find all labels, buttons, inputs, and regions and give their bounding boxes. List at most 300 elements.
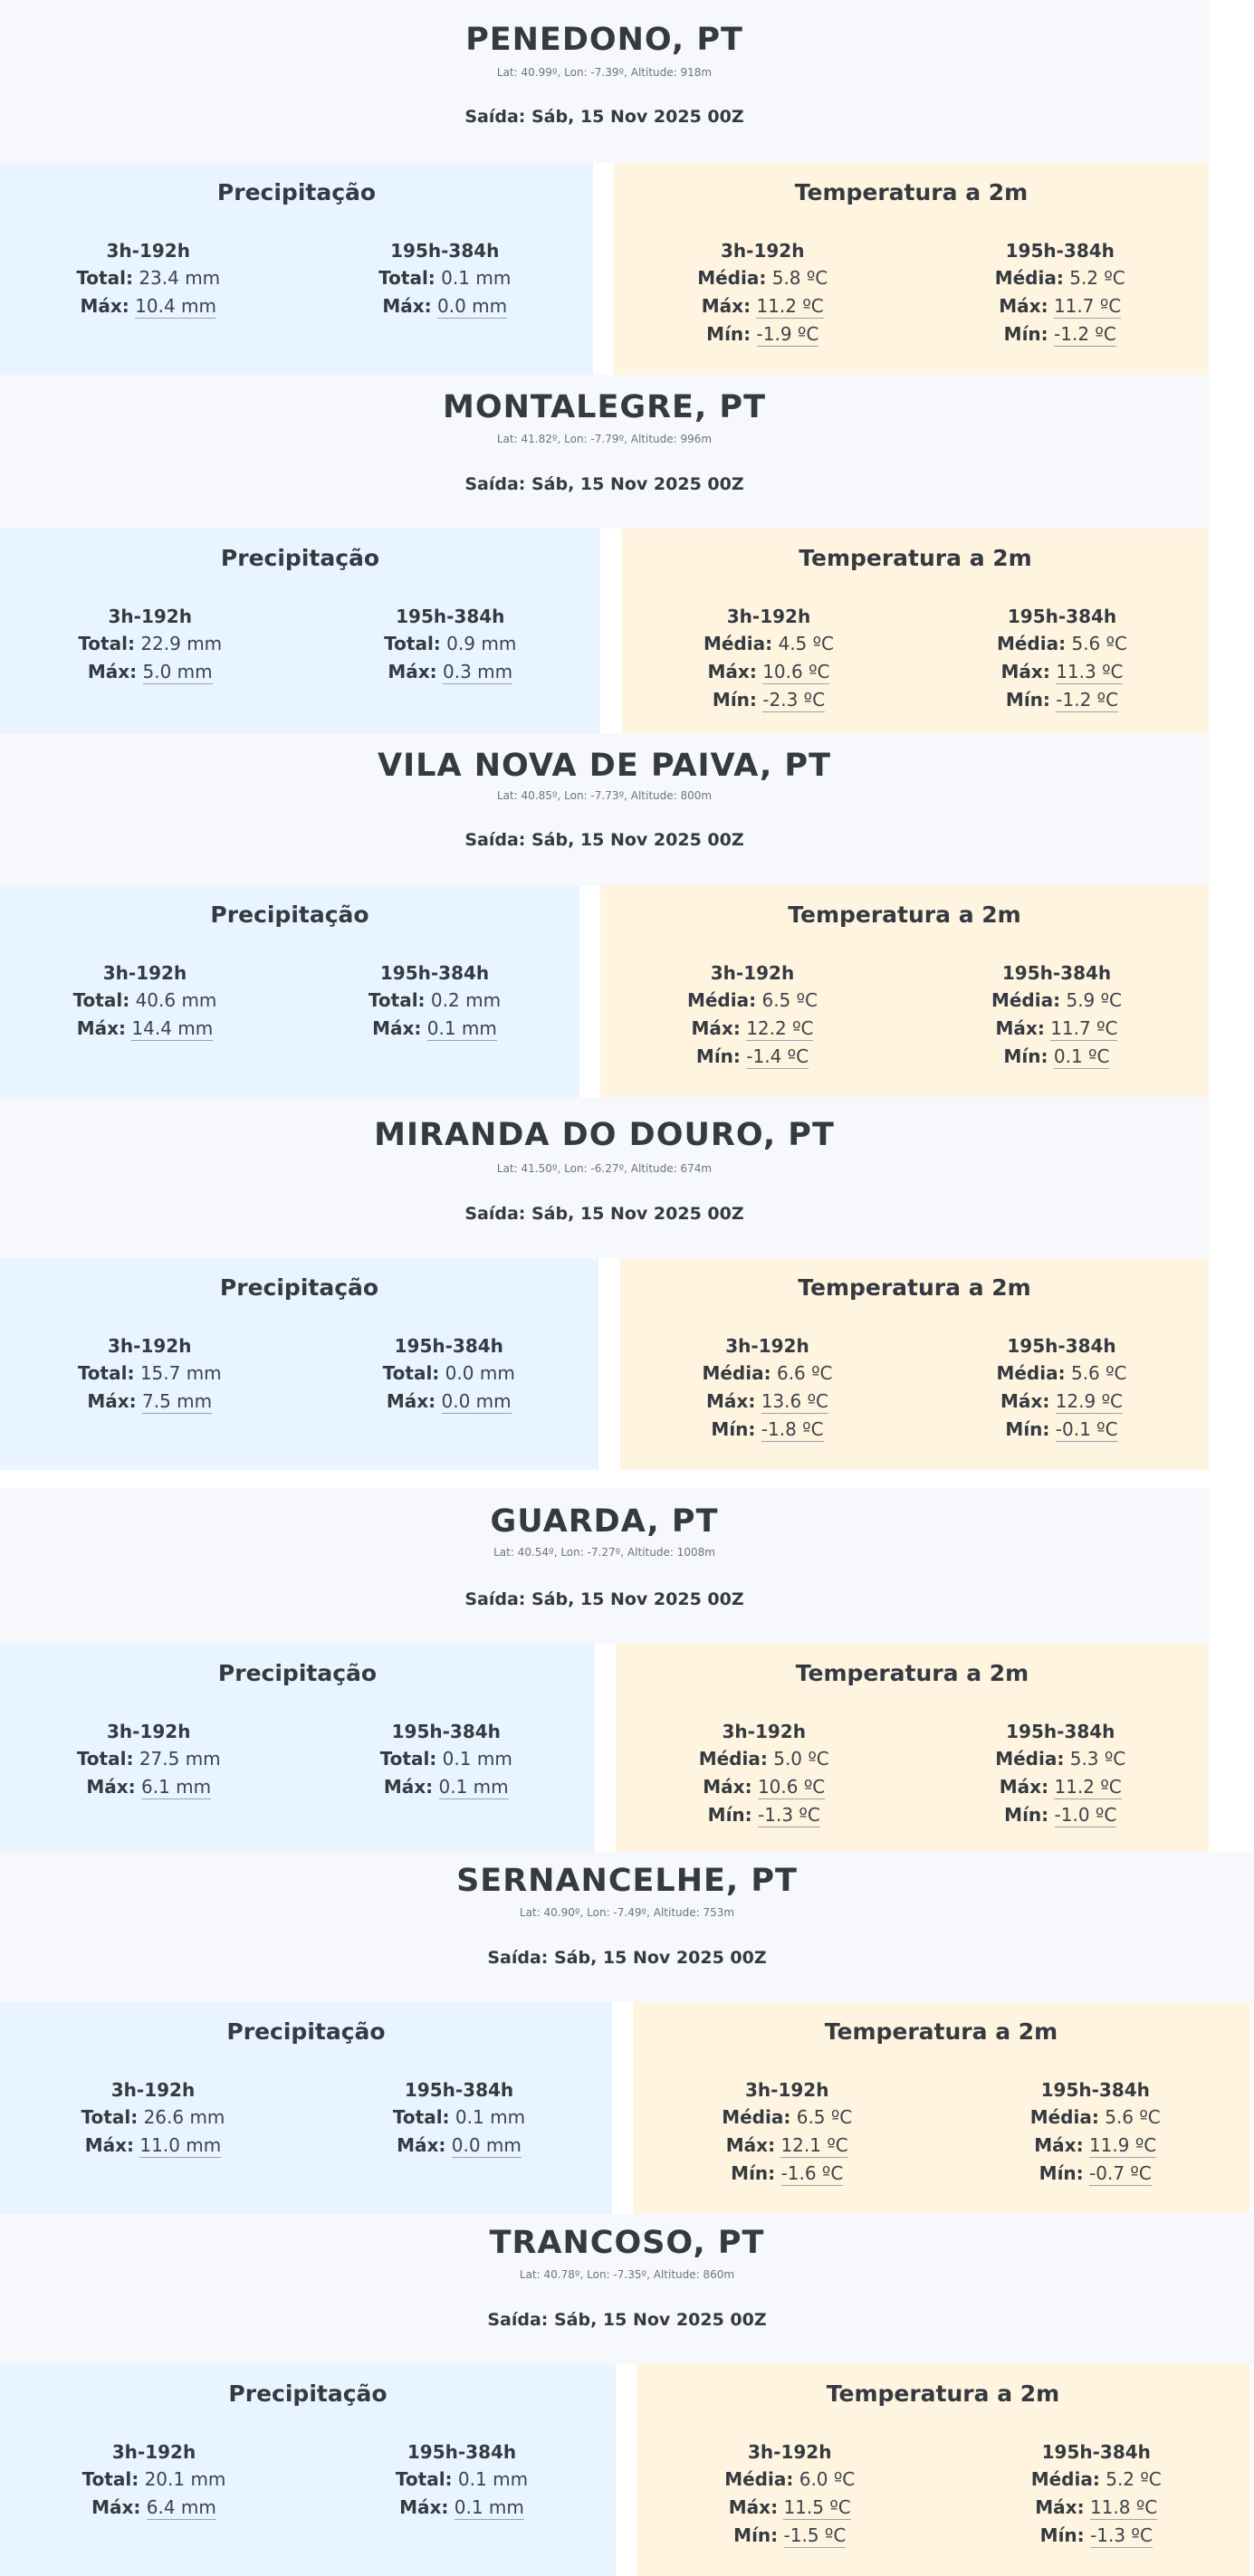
precip-total-label: Total: (81, 2468, 139, 2490)
temperature-title: Temperatura a 2m (795, 1660, 1029, 1686)
precip-max (0, 1388, 300, 1416)
precip-max-label: Máx: (397, 2134, 446, 2156)
temp-mean-label: Média: (996, 1362, 1066, 1384)
precip-max-value[interactable]: 11.0 mm (139, 2134, 222, 2156)
precip-total (0, 1360, 300, 1388)
temp-max-value[interactable]: 11.5 ºC (783, 2496, 851, 2518)
precip-max-value[interactable]: 10.4 mm (135, 295, 216, 317)
temp-max-label: Máx: (691, 1017, 741, 1039)
precipitation-title: Precipitação (219, 1274, 379, 1301)
temp-min (616, 1801, 913, 1829)
temp-min-label: Mín: (707, 1804, 752, 1826)
temp-mean (622, 630, 915, 658)
precip-total-label: Total: (72, 989, 130, 1011)
precip-max-label: Máx: (80, 295, 129, 317)
precip-total (298, 1745, 596, 1773)
temp-max (633, 2132, 942, 2160)
temp-min-value[interactable]: 0.1 ºC (1053, 1045, 1110, 1067)
temp-max-label: Máx: (999, 1776, 1049, 1798)
model-run-date: Saída: Sáb, 15 Nov 2025 00Z (464, 107, 744, 127)
temperature-panel (600, 885, 1209, 1097)
temp-min-value[interactable]: -1.5 ºC (783, 2524, 847, 2546)
precip-max-label: Máx: (86, 1776, 136, 1798)
precip-period-short (0, 2076, 306, 2160)
temp-max-value[interactable]: 10.6 ºC (757, 1776, 826, 1798)
period-heading: 3h-192h (722, 1721, 806, 1742)
period-heading: 195h-384h (390, 240, 500, 262)
period-heading: 195h-384h (1040, 2079, 1150, 2101)
temp-mean-label: Média: (702, 1362, 771, 1384)
location-header (0, 1097, 1209, 1258)
temp-max-label: Máx: (1034, 2134, 1084, 2156)
model-run-date: Saída: Sáb, 15 Nov 2025 00Z (464, 830, 744, 850)
temp-mean-value: 6.0 ºC (799, 2468, 856, 2490)
temp-mean-label: Média: (996, 633, 1067, 654)
precip-max-label: Máx: (388, 661, 437, 682)
temp-mean-label: Média: (703, 633, 773, 654)
period-heading: 195h-384h (1041, 2441, 1151, 2463)
precip-max-label: Máx: (383, 1776, 434, 1798)
temp-mean-label: Média: (724, 2468, 794, 2490)
temp-max (914, 1388, 1209, 1416)
precip-max-value[interactable]: 0.0 mm (451, 2134, 522, 2156)
precip-max-label: Máx: (87, 661, 138, 682)
period-heading: 3h-192h (106, 240, 190, 262)
temp-min-value[interactable]: -1.4 ºC (746, 1045, 809, 1067)
model-run-date: Saída: Sáb, 15 Nov 2025 00Z (487, 1948, 767, 1968)
temp-min-label: Mín: (706, 323, 751, 345)
temp-max (600, 1015, 905, 1043)
precip-total (0, 987, 290, 1015)
precip-max-value[interactable]: 0.1 mm (438, 1776, 509, 1798)
precip-period-short (0, 603, 301, 686)
temp-max (912, 292, 1210, 320)
temp-min (942, 2160, 1250, 2188)
temp-min-label: Mín: (711, 1418, 756, 1440)
precip-max (298, 1773, 596, 1801)
period-heading: 195h-384h (1001, 962, 1112, 984)
temp-mean-value: 5.6 ºC (1071, 633, 1128, 654)
precip-total-label: Total: (378, 267, 436, 289)
precipitation-panel (0, 163, 593, 375)
period-heading: 195h-384h (407, 2441, 517, 2463)
period-heading: 195h-384h (394, 1335, 503, 1357)
location-name: PENEDONO, PT (465, 22, 743, 58)
temp-min (912, 320, 1210, 348)
precip-total (290, 987, 579, 1015)
temp-mean (943, 2466, 1250, 2494)
period-heading: 195h-384h (379, 962, 490, 984)
temp-max-value[interactable]: 13.6 ºC (761, 1390, 828, 1412)
temp-period-long (943, 2438, 1250, 2550)
precip-total (300, 1360, 599, 1388)
temperature-panel (620, 1258, 1209, 1470)
model-run-date: Saída: Sáb, 15 Nov 2025 00Z (487, 2310, 767, 2330)
precip-max-label: Máx: (372, 1017, 422, 1039)
temp-min (943, 2522, 1250, 2550)
precipitation-title: Precipitação (220, 545, 380, 571)
temp-mean (600, 987, 905, 1015)
precip-max (0, 292, 297, 320)
temp-max (943, 2494, 1250, 2522)
precip-max (0, 1773, 298, 1801)
period-heading: 195h-384h (404, 2079, 514, 2101)
model-run-date: Saída: Sáb, 15 Nov 2025 00Z (464, 1204, 744, 1224)
temp-mean-value: 5.6 ºC (1105, 2106, 1161, 2128)
model-run-date: Saída: Sáb, 15 Nov 2025 00Z (464, 474, 744, 494)
location-coordinates: Lat: 40.90º, Lon: -7.49º, Altitude: 753m (519, 1906, 735, 1919)
precip-max-value[interactable]: 0.0 mm (437, 295, 508, 317)
precip-max (0, 658, 301, 686)
precipitation-panel (0, 1258, 598, 1470)
precip-max-value[interactable]: 0.1 mm (454, 2496, 524, 2518)
temp-mean-value: 5.6 ºC (1070, 1362, 1127, 1384)
temp-mean-value: 6.6 ºC (776, 1362, 833, 1384)
precip-total-label: Total: (81, 2106, 139, 2128)
precip-max (297, 292, 594, 320)
temp-min-value[interactable]: -0.7 ºC (1089, 2162, 1152, 2184)
precip-max-value[interactable]: 6.4 mm (146, 2496, 216, 2518)
temp-period-long (942, 2076, 1250, 2188)
precip-period-long (308, 2438, 616, 2522)
temp-max-value[interactable]: 11.9 ºC (1088, 2134, 1157, 2156)
temp-mean-value: 5.0 ºC (773, 1748, 829, 1770)
temp-min (914, 1416, 1209, 1444)
precip-total-label: Total: (392, 2106, 450, 2128)
temp-period-long (913, 1718, 1210, 1829)
period-heading: 3h-192h (710, 962, 795, 984)
precip-total-label: Total: (384, 633, 441, 654)
temp-max-label: Máx: (1000, 661, 1050, 682)
precip-max-value[interactable]: 0.0 mm (441, 1390, 512, 1412)
temp-min-label: Mín: (1005, 1418, 1050, 1440)
temp-max-label: Máx: (1035, 2496, 1085, 2518)
temp-period-long (915, 603, 1209, 714)
temp-min-label: Mín: (1003, 1045, 1048, 1067)
precip-period-long (300, 1332, 599, 1416)
temp-mean-label: Média: (994, 267, 1064, 289)
precip-total-value: 0.9 mm (446, 633, 517, 654)
precip-period-long (298, 1718, 596, 1801)
temp-min-label: Mín: (1005, 689, 1050, 711)
precip-period-short (0, 1332, 300, 1416)
period-heading: 195h-384h (1007, 1335, 1116, 1357)
temp-max-label: Máx: (728, 2496, 779, 2518)
temp-period-long (905, 959, 1209, 1071)
precip-total-label: Total: (76, 1748, 134, 1770)
location-name: VILA NOVA DE PAIVA, PT (378, 748, 831, 784)
location-name: SERNANCELHE, PT (456, 1863, 798, 1899)
precip-total-value: 40.6 mm (135, 989, 217, 1011)
temp-max-label: Máx: (999, 295, 1048, 317)
temp-min (915, 686, 1209, 714)
precip-total (297, 264, 594, 292)
precipitation-title: Precipitação (216, 179, 377, 205)
temp-max-value[interactable]: 11.2 ºC (1054, 1776, 1122, 1798)
temp-mean (633, 2104, 942, 2132)
precip-max (0, 2494, 308, 2522)
precipitation-panel (0, 885, 579, 1097)
temp-max-label: Máx: (995, 1017, 1045, 1039)
period-heading: 195h-384h (1005, 240, 1115, 262)
temp-period-long (914, 1332, 1209, 1444)
precip-max (300, 1388, 599, 1416)
temp-mean-label: Média: (686, 989, 757, 1011)
temp-max-label: Máx: (707, 661, 757, 682)
period-heading: 3h-192h (111, 2441, 196, 2463)
precip-max (0, 1015, 290, 1043)
location-header (0, 1488, 1209, 1644)
temp-max (915, 658, 1209, 686)
temp-min-value[interactable]: -1.2 ºC (1054, 323, 1116, 345)
precip-period-long (290, 959, 579, 1043)
temp-mean (912, 264, 1210, 292)
precip-period-short (0, 1718, 298, 1801)
precip-total (0, 630, 301, 658)
temp-mean-label: Média: (991, 989, 1061, 1011)
precip-total-value: 23.4 mm (139, 267, 221, 289)
precip-total (0, 2104, 306, 2132)
temp-max-value[interactable]: 10.6 ºC (762, 661, 830, 682)
temp-mean-value: 5.3 ºC (1069, 1748, 1126, 1770)
temp-mean-value: 5.8 ºC (771, 267, 828, 289)
period-heading: 3h-192h (110, 2079, 196, 2101)
temp-max (622, 658, 915, 686)
temp-mean (915, 630, 1209, 658)
temp-min-value[interactable]: -0.1 ºC (1055, 1418, 1118, 1440)
precip-period-long (306, 2076, 612, 2160)
precip-total (308, 2466, 616, 2494)
temp-period-long (912, 237, 1210, 348)
temp-min-label: Mín: (712, 689, 757, 711)
temp-min-value[interactable]: -2.3 ºC (762, 689, 826, 711)
period-heading: 3h-192h (726, 606, 811, 627)
precip-total-value: 15.7 mm (139, 1362, 222, 1384)
temp-min (633, 2160, 942, 2188)
temp-max-value[interactable]: 12.2 ºC (746, 1017, 814, 1039)
temp-mean-label: Média: (722, 2106, 791, 2128)
temp-mean-value: 5.2 ºC (1069, 267, 1125, 289)
temp-max-value[interactable]: 12.1 ºC (780, 2134, 848, 2156)
precip-max-label: Máx: (386, 1390, 436, 1412)
precip-total (0, 2466, 308, 2494)
precip-total-value: 22.9 mm (140, 633, 223, 654)
temp-mean-label: Média: (995, 1748, 1065, 1770)
precip-period-long (301, 603, 601, 686)
temperature-panel (633, 2002, 1249, 2214)
precip-max-value[interactable]: 5.0 mm (142, 661, 213, 682)
precip-total-value: 0.0 mm (445, 1362, 515, 1384)
temp-max-label: Máx: (701, 295, 751, 317)
temp-mean (616, 1745, 913, 1773)
precipitation-title: Precipitação (217, 1660, 378, 1686)
precip-total-value: 0.1 mm (457, 2468, 529, 2490)
period-heading: 195h-384h (396, 606, 505, 627)
precipitation-panel (0, 529, 600, 733)
temp-min-label: Mín: (1039, 2524, 1085, 2546)
location-coordinates: Lat: 40.99º, Lon: -7.39º, Altitude: 918m (496, 66, 713, 79)
temperature-title: Temperatura a 2m (824, 2018, 1058, 2045)
temp-min-value[interactable]: -1.2 ºC (1056, 689, 1119, 711)
precip-max-label: Máx: (76, 1017, 127, 1039)
precip-max-value[interactable]: 0.1 mm (426, 1017, 497, 1039)
period-heading: 3h-192h (108, 1335, 192, 1357)
temp-mean-label: Média: (697, 267, 767, 289)
temp-period-short (622, 603, 915, 714)
temperature-panel (622, 529, 1209, 733)
precip-period-short (0, 237, 297, 320)
temp-min-label: Mín: (1003, 323, 1048, 345)
precip-total-value: 26.6 mm (143, 2106, 225, 2128)
precip-total-label: Total: (368, 989, 426, 1011)
temp-max-value[interactable]: 11.7 ºC (1053, 295, 1122, 317)
temp-min-label: Mín: (733, 2524, 779, 2546)
temp-max (913, 1773, 1210, 1801)
temp-period-short (637, 2438, 943, 2550)
temp-max (905, 1015, 1209, 1043)
location-name: GUARDA, PT (490, 1503, 719, 1540)
temperature-title: Temperatura a 2m (788, 902, 1021, 928)
temp-max-value[interactable]: 11.2 ºC (756, 295, 824, 317)
temp-min-value[interactable]: -1.9 ºC (756, 323, 819, 345)
temp-mean (914, 1360, 1209, 1388)
temp-min (622, 686, 915, 714)
temp-min-label: Mín: (1004, 1804, 1049, 1826)
temp-max-value[interactable]: 11.3 ºC (1056, 661, 1124, 682)
temp-min (905, 1043, 1209, 1071)
temp-min-label: Mín: (731, 2162, 776, 2184)
precipitation-panel (0, 2364, 616, 2576)
precipitation-title: Precipitação (210, 902, 369, 928)
temp-mean-value: 6.5 ºC (761, 989, 818, 1011)
temp-mean-value: 6.5 ºC (796, 2106, 853, 2128)
temp-max-value[interactable]: 11.8 ºC (1089, 2496, 1158, 2518)
temp-min-label: Mín: (1039, 2162, 1084, 2184)
precip-total-label: Total: (77, 1362, 135, 1384)
precipitation-panel (0, 2002, 612, 2214)
temp-min-value[interactable]: -1.6 ºC (780, 2162, 844, 2184)
temp-max-label: Máx: (703, 1776, 752, 1798)
temp-max-label: Máx: (725, 2134, 776, 2156)
precip-total-value: 0.1 mm (441, 267, 512, 289)
temp-min-value[interactable]: -1.3 ºC (758, 1804, 820, 1826)
precip-max (306, 2132, 612, 2160)
period-heading: 3h-192h (745, 2079, 829, 2101)
precip-total-label: Total: (379, 1748, 437, 1770)
precip-max-value[interactable]: 0.3 mm (443, 661, 513, 682)
precip-max (290, 1015, 579, 1043)
temp-max-label: Máx: (706, 1390, 756, 1412)
temp-mean-label: Média: (1029, 2106, 1099, 2128)
precip-max (308, 2494, 616, 2522)
period-heading: 3h-192h (748, 2441, 832, 2463)
temp-mean-label: Média: (698, 1748, 768, 1770)
precip-max-label: Máx: (87, 1390, 137, 1412)
temp-min-label: Mín: (695, 1045, 741, 1067)
precip-total-value: 0.1 mm (442, 1748, 512, 1770)
precip-total-label: Total: (382, 1362, 440, 1384)
temp-max (616, 1773, 913, 1801)
period-heading: 195h-384h (391, 1721, 501, 1742)
temp-min-value[interactable]: -1.0 ºC (1054, 1804, 1117, 1826)
model-run-date: Saída: Sáb, 15 Nov 2025 00Z (464, 1589, 744, 1609)
temperature-panel (637, 2364, 1249, 2576)
temp-mean-label: Média: (1030, 2468, 1100, 2490)
temperature-title: Temperatura a 2m (799, 545, 1032, 571)
location-header (0, 0, 1209, 163)
precip-total-value: 0.2 mm (430, 989, 502, 1011)
temp-mean-value: 5.2 ºC (1106, 2468, 1162, 2490)
precip-total-label: Total: (76, 267, 133, 289)
precip-max-value[interactable]: 6.1 mm (141, 1776, 212, 1798)
location-coordinates: Lat: 41.82º, Lon: -7.79º, Altitude: 996m (496, 433, 713, 445)
period-heading: 3h-192h (107, 1721, 191, 1742)
location-coordinates: Lat: 40.54º, Lon: -7.27º, Altitude: 1008m (493, 1546, 715, 1559)
precip-max-label: Máx: (399, 2496, 449, 2518)
location-coordinates: Lat: 40.85º, Lon: -7.73º, Altitude: 800m (496, 789, 713, 802)
temp-mean-value: 4.5 ºC (778, 633, 835, 654)
location-header (0, 733, 1209, 885)
temp-period-short (616, 1718, 913, 1829)
precipitation-title: Precipitação (228, 2380, 388, 2407)
precip-period-short (0, 959, 290, 1043)
precipitation-panel (0, 1644, 595, 1852)
temp-min-value[interactable]: -1.8 ºC (761, 1418, 824, 1440)
precipitation-title: Precipitação (226, 2018, 386, 2045)
temp-mean (614, 264, 912, 292)
precip-total (0, 264, 297, 292)
temp-max (620, 1388, 914, 1416)
temp-min (913, 1801, 1210, 1829)
period-heading: 195h-384h (1007, 606, 1117, 627)
location-header (0, 1852, 1254, 2002)
precip-max-label: Máx: (84, 2134, 135, 2156)
temp-period-short (633, 2076, 942, 2188)
temp-mean (942, 2104, 1250, 2132)
temp-min-value[interactable]: -1.3 ºC (1090, 2524, 1153, 2546)
temperature-title: Temperatura a 2m (798, 1274, 1031, 1301)
precip-total-label: Total: (78, 633, 135, 654)
temp-mean (637, 2466, 943, 2494)
temp-min (620, 1416, 914, 1444)
precip-total-value: 27.5 mm (139, 1748, 221, 1770)
temp-mean-value: 5.9 ºC (1066, 989, 1123, 1011)
period-heading: 3h-192h (721, 240, 805, 262)
temp-max-label: Máx: (1000, 1390, 1050, 1412)
location-name: MONTALEGRE, PT (443, 389, 766, 425)
precip-max (301, 658, 601, 686)
precip-max (0, 2132, 306, 2160)
precip-total (306, 2104, 612, 2132)
precip-max-value[interactable]: 7.5 mm (142, 1390, 213, 1412)
precip-max-value[interactable]: 14.4 mm (131, 1017, 214, 1039)
location-coordinates: Lat: 41.50º, Lon: -6.27º, Altitude: 674m (496, 1162, 713, 1175)
temp-max-value[interactable]: 11.7 ºC (1050, 1017, 1118, 1039)
temp-mean (913, 1745, 1210, 1773)
period-heading: 3h-192h (108, 606, 192, 627)
temperature-panel (616, 1644, 1209, 1852)
precip-period-long (297, 237, 594, 320)
temperature-panel (614, 163, 1209, 375)
temp-period-short (600, 959, 905, 1071)
temp-mean (905, 987, 1209, 1015)
period-heading: 3h-192h (102, 962, 187, 984)
location-coordinates: Lat: 40.78º, Lon: -7.35º, Altitude: 860m (519, 2268, 735, 2281)
location-name: TRANCOSO, PT (489, 2225, 765, 2261)
precip-total (0, 1745, 298, 1773)
temp-max-value[interactable]: 12.9 ºC (1055, 1390, 1123, 1412)
temp-max (942, 2132, 1250, 2160)
